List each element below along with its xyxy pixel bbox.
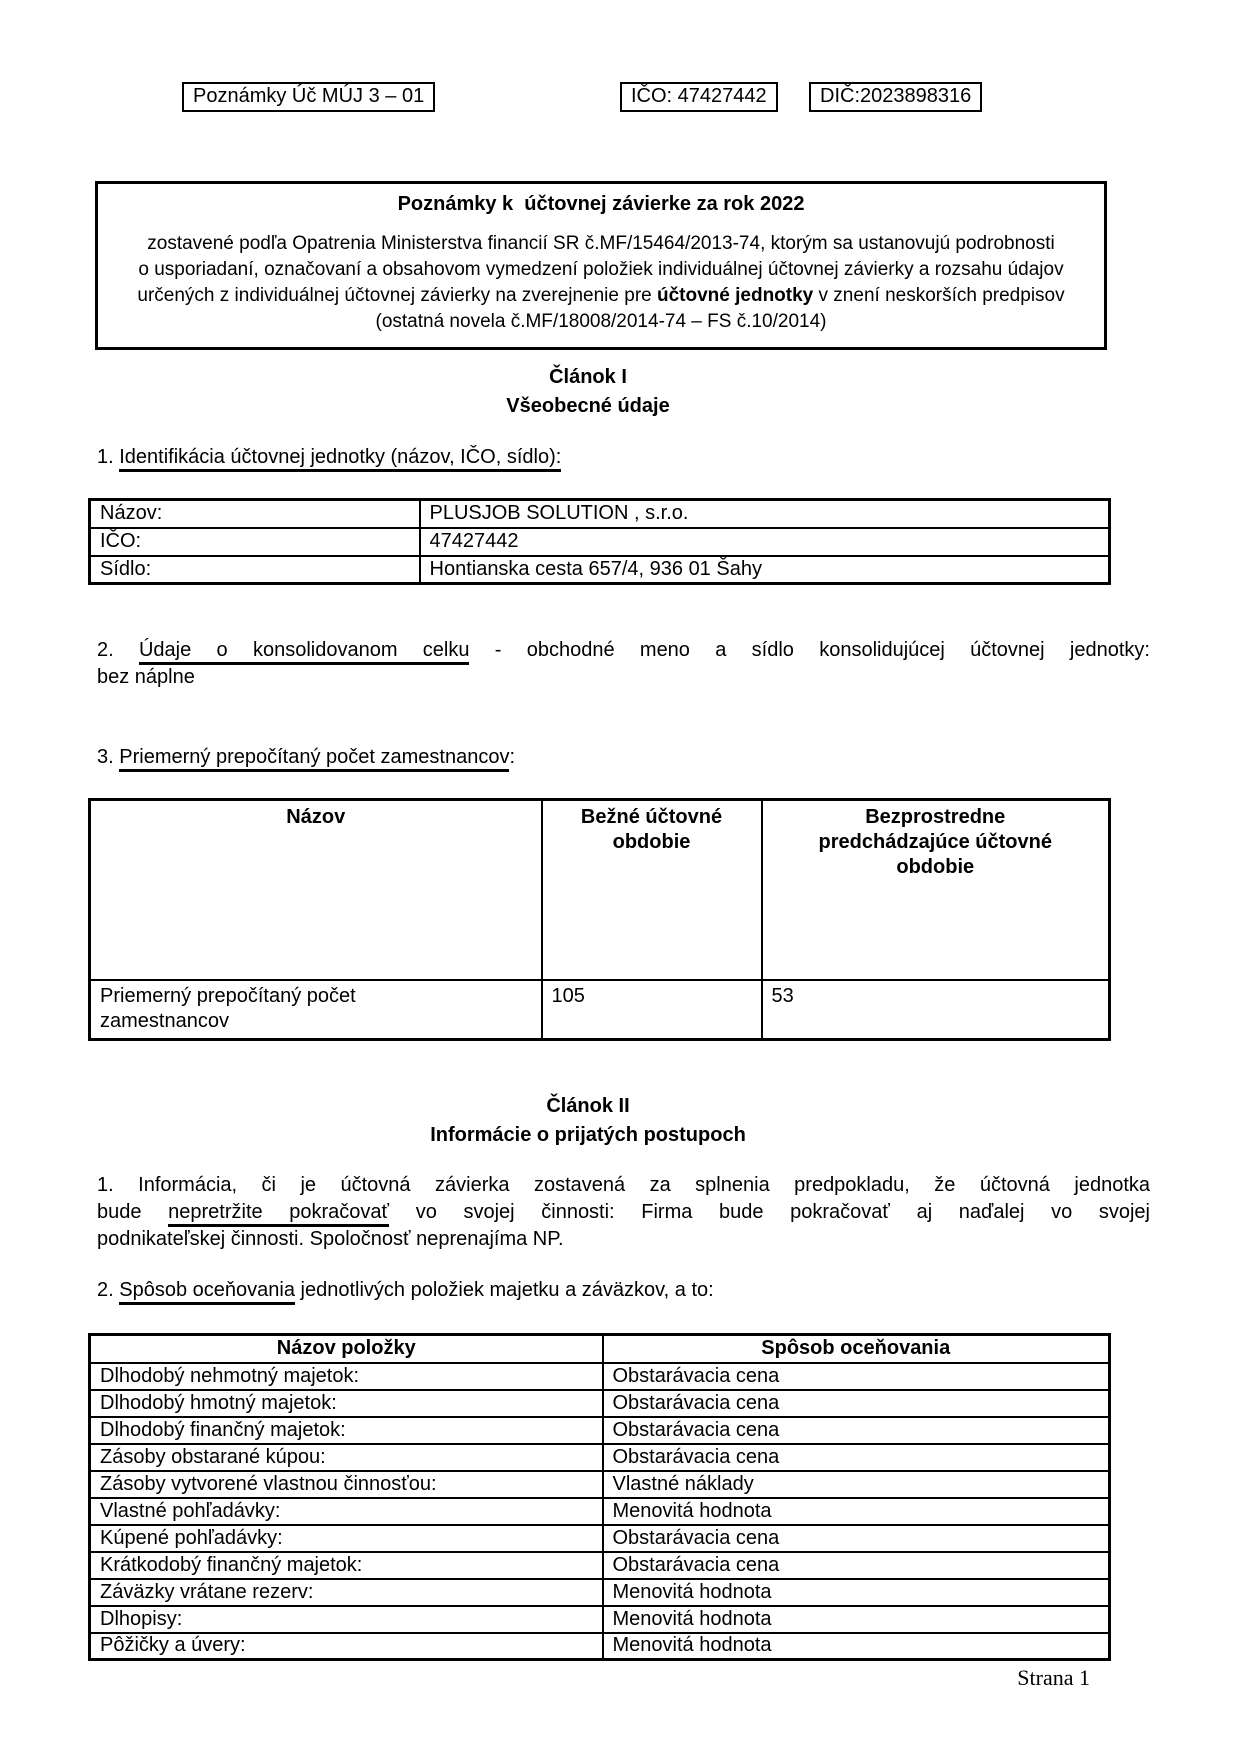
article2-paragraph1 xyxy=(97,1172,1150,1253)
id-label-cell: IČO: xyxy=(90,528,420,556)
article2-section2-text: jednotlivých položiek majetku a záväzkov, a to: xyxy=(294,1279,714,1301)
valuation-method-cell: Vlastné náklady xyxy=(603,1471,1110,1498)
valuation-method-cell: Menovitá hodnota xyxy=(603,1579,1110,1606)
valuation-method-cell: Obstarávacia cena xyxy=(603,1444,1110,1471)
valuation-method-cell: Obstarávacia cena xyxy=(603,1417,1110,1444)
table-row xyxy=(90,1633,1110,1660)
valuation-header-method: Spôsob oceňovania xyxy=(603,1335,1110,1363)
valuation-method-cell: Obstarávacia cena xyxy=(603,1390,1110,1417)
valuation-item-cell: Kúpené pohľadávky: xyxy=(90,1525,603,1552)
valuation-item-cell: Dlhopisy: xyxy=(90,1606,603,1633)
employees-header-previous-text: Bezprostredne predchádzajúce účtovné obdobie xyxy=(818,806,1052,878)
id-value-cell: PLUSJOB SOLUTION , s.r.o. xyxy=(420,500,1110,528)
valuation-method-cell: Obstarávacia cena xyxy=(603,1525,1110,1552)
valuation-item-cell: Záväzky vrátane rezerv: xyxy=(90,1579,603,1606)
section2-text: - obchodné meno a sídlo konsolidujúcej účtovnej jednotky: xyxy=(469,639,1150,661)
section2-line2: bez náplne xyxy=(97,666,195,688)
paragraph1-line3: podnikateľskej činnosti. Spoločnosť neprenajíma NP. xyxy=(97,1228,564,1250)
paragraph1-underlined-text: nepretržite pokračovať xyxy=(168,1201,389,1227)
employees-current-cell: 105 xyxy=(542,980,762,1040)
paragraph1-line2 xyxy=(97,1199,1150,1226)
article2-subtitle: Informácie o prijatých postupoch xyxy=(430,1124,746,1146)
table-row xyxy=(90,500,1110,528)
table-row xyxy=(90,1471,1110,1498)
valuation-item-cell: Vlastné pohľadávky: xyxy=(90,1498,603,1525)
subtitle-text: v znení neskorších predpisov xyxy=(813,285,1065,306)
table-row xyxy=(90,1498,1110,1525)
id-value-cell: 47427442 xyxy=(420,528,1110,556)
employees-previous-cell: 53 xyxy=(762,980,1110,1040)
subtitle-line: zostavené podľa Opatrenia Ministerstva financií SR č.MF/15464/2013-74, ktorým sa ustanovujú podrobnosti xyxy=(147,233,1055,254)
table-row xyxy=(90,1444,1110,1471)
valuation-table xyxy=(88,1333,1111,1661)
page-number: Strana 1 xyxy=(1017,1665,1090,1690)
paragraph1-text: bude xyxy=(97,1201,169,1223)
valuation-item-cell: Dlhodobý hmotný majetok: xyxy=(90,1390,603,1417)
subtitle-line: (ostatná novela č.MF/18008/2014-74 – FS č.10/2014) xyxy=(375,311,827,332)
paragraph1-line1: 1. Informácia, či je účtovná závierka zostavená za splnenia predpokladu, že účtovná jednotka xyxy=(97,1174,1150,1196)
article2-section2-heading xyxy=(97,1277,1150,1304)
document-title: Poznámky k účtovnej závierke za rok 2022 xyxy=(397,193,805,215)
section2-underlined-text: Údaje o konsolidovanom celku xyxy=(139,639,470,665)
valuation-method-cell: Menovitá hodnota xyxy=(603,1633,1110,1660)
valuation-item-cell: Dlhodobý nehmotný majetok: xyxy=(90,1363,603,1390)
table-header-row xyxy=(90,1335,1110,1363)
article1-title: Článok I xyxy=(549,366,627,388)
dic-box: DIČ:2023898316 xyxy=(809,82,982,112)
valuation-item-cell: Krátkodobý finančný majetok: xyxy=(90,1552,603,1579)
section3-heading xyxy=(97,744,1150,771)
table-row xyxy=(90,1363,1110,1390)
table-row xyxy=(90,1606,1110,1633)
section-number: 2. xyxy=(97,639,139,661)
employees-header-current: Bežné účtovné obdobie xyxy=(542,800,762,980)
article2-heading xyxy=(88,1092,1088,1150)
employees-name-cell xyxy=(90,980,542,1040)
employees-header-name: Názov xyxy=(90,800,542,980)
employees-header-previous xyxy=(762,800,1110,980)
article1-heading xyxy=(88,363,1088,421)
table-row xyxy=(90,980,1110,1040)
valuation-method-cell: Obstarávacia cena xyxy=(603,1552,1110,1579)
table-row xyxy=(90,528,1110,556)
section3-colon: : xyxy=(509,746,516,768)
valuation-item-cell: Dlhodobý finančný majetok: xyxy=(90,1417,603,1444)
section-number: 3. xyxy=(97,746,120,768)
section2-line1 xyxy=(97,637,1150,664)
section1-underlined-text: Identifikácia účtovnej jednotky (názov, IČO, sídlo): xyxy=(119,446,561,472)
id-label-cell: Sídlo: xyxy=(90,556,420,584)
employees-table xyxy=(88,798,1111,1041)
employees-name-text: Priemerný prepočítaný počet zamestnancov xyxy=(100,984,356,1032)
table-row xyxy=(90,1579,1110,1606)
table-row xyxy=(90,1390,1110,1417)
form-code-box: Poznámky Úč MÚJ 3 – 01 xyxy=(182,82,435,112)
valuation-method-cell: Obstarávacia cena xyxy=(603,1363,1110,1390)
valuation-item-cell: Zásoby obstarané kúpou: xyxy=(90,1444,603,1471)
identification-table xyxy=(88,498,1111,585)
subtitle-text: určených z individuálnej účtovnej závierky na zverejnenie pre xyxy=(137,285,657,306)
valuation-item-cell: Pôžičky a úvery: xyxy=(90,1633,603,1660)
section-number: 2. xyxy=(97,1279,120,1301)
id-value-cell: Hontianska cesta 657/4, 936 01 Šahy xyxy=(420,556,1110,584)
table-row xyxy=(90,556,1110,584)
subtitle-line: o usporiadaní, označovaní a obsahovom vymedzení položiek individuálnej účtovnej závierky a rozsahu údajov xyxy=(138,259,1064,280)
valuation-method-cell: Menovitá hodnota xyxy=(603,1498,1110,1525)
subtitle-line xyxy=(108,283,1094,309)
table-row xyxy=(90,1552,1110,1579)
table-row xyxy=(90,1417,1110,1444)
paragraph1-text: vo svojej činnosti: Firma bude pokračovať aj naďalej vo svojej xyxy=(389,1201,1150,1223)
table-header-row xyxy=(90,800,1110,980)
document-subtitle xyxy=(108,231,1094,335)
table-row xyxy=(90,1525,1110,1552)
article2-title: Článok II xyxy=(546,1095,630,1117)
valuation-header-item: Názov položky xyxy=(90,1335,603,1363)
subtitle-bold-text: účtovné jednotky xyxy=(657,285,814,306)
section2-paragraph xyxy=(97,637,1150,691)
notes-title-box xyxy=(95,181,1107,350)
id-label-cell: Názov: xyxy=(90,500,420,528)
section-number: 1. xyxy=(97,446,120,468)
ico-box: IČO: 47427442 xyxy=(620,82,778,112)
valuation-item-cell: Zásoby vytvorené vlastnou činnosťou: xyxy=(90,1471,603,1498)
valuation-method-cell: Menovitá hodnota xyxy=(603,1606,1110,1633)
article2-section2-underlined-text: Spôsob oceňovania xyxy=(119,1279,295,1305)
article1-subtitle: Všeobecné údaje xyxy=(506,395,670,417)
section1-heading xyxy=(97,444,1150,471)
section3-underlined-text: Priemerný prepočítaný počet zamestnancov xyxy=(119,746,509,772)
